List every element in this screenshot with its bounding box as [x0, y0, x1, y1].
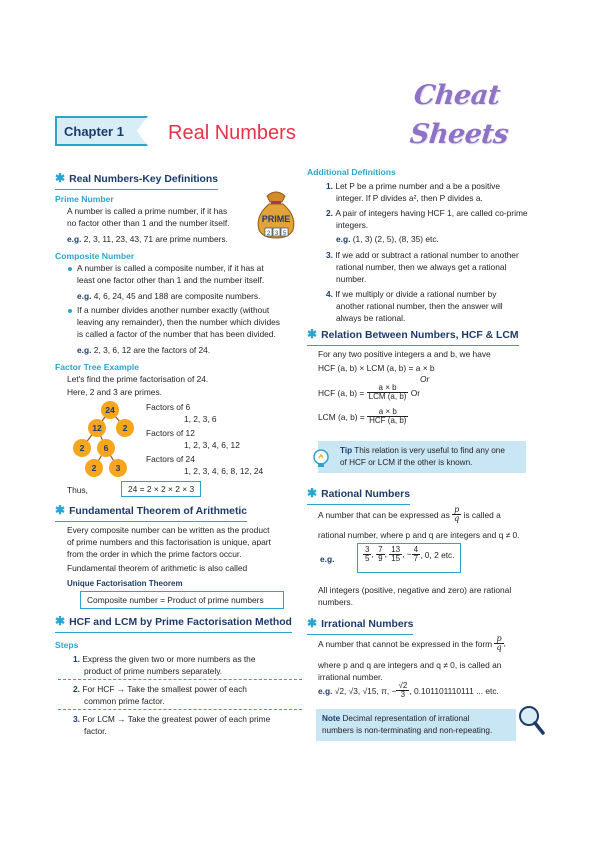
- additional-item-2: 2. A pair of integers having HCF 1, are called co-prime: [326, 208, 528, 218]
- rational-examples-box: $\frac{3}{5}$ , $\frac{7}{9}$ , $\frac{13}{15}$ , − $\frac{4}{7}$ , 0, 2 etc.: [357, 543, 461, 573]
- thus-label: Thus,: [67, 485, 88, 495]
- section-heading-key-definitions: ✱ Real Numbers-Key Definitions: [55, 170, 218, 187]
- divider: [58, 679, 302, 680]
- relation-hcf-formula: HCF (a, b) = $\frac{a \times b}{\text{LCM (a, b)}}$ Or: [318, 383, 421, 402]
- prime-example: e.g. 2, 3, 11, 23, 43, 71 are prime numbers.: [67, 234, 228, 244]
- relation-lcm-formula: LCM (a, b) = $\frac{a \times b}{\text{HCF (a, b)}}$: [318, 407, 407, 426]
- factor-tree-line2: Here, 2 and 3 are primes.: [67, 387, 162, 397]
- additional-definitions-heading: Additional Definitions: [307, 167, 396, 177]
- tree-node: 2: [73, 439, 91, 457]
- factors-of-6-label: Factors of 6: [146, 402, 191, 412]
- prime-definition-line2: no factor other than 1 and the number itself.: [67, 218, 230, 228]
- additional-item-2-line2: integers.: [336, 220, 369, 230]
- step-1-line2: product of prime numbers separately.: [84, 666, 223, 676]
- bag-digit: 3: [274, 231, 279, 237]
- tree-node: 24: [101, 401, 119, 419]
- step-2-line2: common prime factor.: [84, 696, 165, 706]
- fta-line2: of prime numbers and this factorisation is unique, apart: [67, 537, 271, 547]
- factorisation-result: 24 = 2 × 2 × 2 × 3: [121, 481, 201, 497]
- prime-definition-line1: A number is called a prime number, if it has: [67, 206, 228, 216]
- relation-intro: For any two positive integers a and b, we have: [318, 349, 491, 359]
- additional-item-3-line3: number.: [336, 274, 367, 284]
- composite-def-line1: A number is called a composite number, if it has at: [77, 263, 264, 273]
- tree-node: 6: [97, 439, 115, 457]
- relation-eq1: HCF (a, b) × LCM (a, b) = a × b: [318, 363, 435, 373]
- magnifier-icon: [516, 703, 546, 737]
- irrational-definition-line3: irrational number.: [318, 672, 383, 682]
- tree-node: 2: [85, 459, 103, 477]
- bag-label: PRIME: [261, 214, 291, 224]
- factor-tree-line1: Let's find the prime factorisation of 24.: [67, 374, 209, 384]
- additional-item-1: 1. Let P be a prime number and a be a positive: [326, 181, 500, 191]
- tree-node: 3: [109, 459, 127, 477]
- fta-line3: from the order in which the prime factors occur.: [67, 549, 242, 559]
- bag-digit: 2: [266, 231, 271, 237]
- rational-definition-line1: A number that can be expressed as $\frac{p}{q}$ is called a: [318, 505, 501, 524]
- section-heading-rational: ✱ Rational Numbers: [307, 485, 410, 502]
- factors-of-24: 1, 2, 3, 4, 6, 8, 12, 24: [184, 466, 264, 476]
- step-3: 3. For LCM → Take the greatest power of each prime: [73, 714, 271, 724]
- relation-or1: Or: [420, 374, 430, 384]
- composite-number-heading: Composite Number: [55, 251, 135, 261]
- coprime-example: e.g. (1, 3) (2, 5), (8, 35) etc.: [336, 234, 439, 244]
- irrational-definition-line1: A number that cannot be expressed in the form $\frac{p}{q}$ ,: [318, 634, 506, 653]
- additional-item-4-line3: always be rational.: [336, 313, 406, 323]
- irrational-example: e.g. √2, √3, √15, π, − $\frac{√2}{3}$ , 0.101101110111 ... etc.: [318, 681, 499, 700]
- bag-digit: 5: [282, 231, 287, 237]
- fta-also-called: Fundamental theorem of arithmetic is also called: [67, 563, 248, 573]
- step-3-line2: factor.: [84, 726, 107, 736]
- factors-of-12: 1, 2, 3, 4, 6, 12: [184, 440, 240, 450]
- additional-item-4-line2: another rational number, then the answer will: [336, 301, 503, 311]
- step-1: 1. Express the given two or more numbers as the: [73, 654, 256, 664]
- factor-example: e.g. 2, 3, 6, 12 are the factors of 24.: [77, 345, 211, 355]
- factors-of-6: 1, 2, 3, 6: [184, 414, 217, 424]
- rational-integers-line1: All integers (positive, negative and zero) are rational: [318, 585, 512, 595]
- uft-box: Composite number = Product of prime numbers: [80, 591, 284, 609]
- tree-node: 12: [88, 419, 106, 437]
- section-heading-hcf-lcm-method: ✱ HCF and LCM by Prime Factorisation Method: [55, 613, 292, 630]
- additional-item-1-line2: integer. If P divides a², then P divides a.: [336, 193, 483, 203]
- note-box: Note Decimal representation of irrational numbers is non-terminating and non-repeating.: [316, 709, 516, 741]
- additional-item-3-line2: rational number, then we always get a rational: [336, 262, 507, 272]
- factor-def-line1: If a number divides another number exactly (without: [77, 305, 270, 315]
- fta-line1: Every composite number can be written as the product: [67, 525, 270, 535]
- composite-example: e.g. 4, 6, 24, 45 and 188 are composite numbers.: [77, 291, 261, 301]
- chapter-title: Real Numbers: [168, 122, 296, 144]
- tree-node: 2: [116, 419, 134, 437]
- chapter-label: Chapter 1: [64, 124, 124, 139]
- bullet: [68, 309, 72, 313]
- factor-def-line2: leaving any remainder), then the number which divides: [77, 317, 280, 327]
- prime-number-heading: Prime Number: [55, 194, 114, 204]
- brand-title: Cheat Sheets: [408, 80, 510, 151]
- factor-def-line3: is called a factor of the number that has been divided.: [77, 329, 276, 339]
- factor-tree-heading: Factor Tree Example: [55, 362, 140, 372]
- lightbulb-icon: [312, 448, 330, 470]
- steps-heading: Steps: [55, 640, 79, 650]
- bullet: [68, 267, 72, 271]
- factors-of-24-label: Factors of 24: [146, 454, 195, 464]
- section-heading-relation: ✱ Relation Between Numbers, HCF & LCM: [307, 326, 519, 343]
- divider: [58, 709, 302, 710]
- section-heading-fta: ✱ Fundamental Theorem of Arithmetic: [55, 502, 247, 519]
- additional-item-3: 3. If we add or subtract a rational number to another: [326, 250, 519, 260]
- factors-of-12-label: Factors of 12: [146, 428, 195, 438]
- prime-bag-icon: [251, 186, 301, 242]
- irrational-definition-line2: where p and q are integers and q ≠ 0, is called an: [318, 660, 502, 670]
- rational-eg-label: e.g.: [320, 554, 335, 564]
- step-2: 2. For HCF → Take the smallest power of each: [73, 684, 247, 694]
- section-heading-irrational: ✱ Irrational Numbers: [307, 615, 413, 632]
- rational-integers-line2: numbers.: [318, 597, 353, 607]
- composite-def-line2: least one factor other than 1 and the number itself.: [77, 275, 265, 285]
- uft-heading: Unique Factorisation Theorem: [67, 579, 183, 588]
- rational-definition-line2: rational number, where p and q are integers and q ≠ 0.: [318, 530, 520, 540]
- tip-box: Tip This relation is very useful to find any one of HCF or LCM if the other is known.: [318, 441, 526, 473]
- additional-item-4: 4. If we multiply or divide a rational number by: [326, 289, 497, 299]
